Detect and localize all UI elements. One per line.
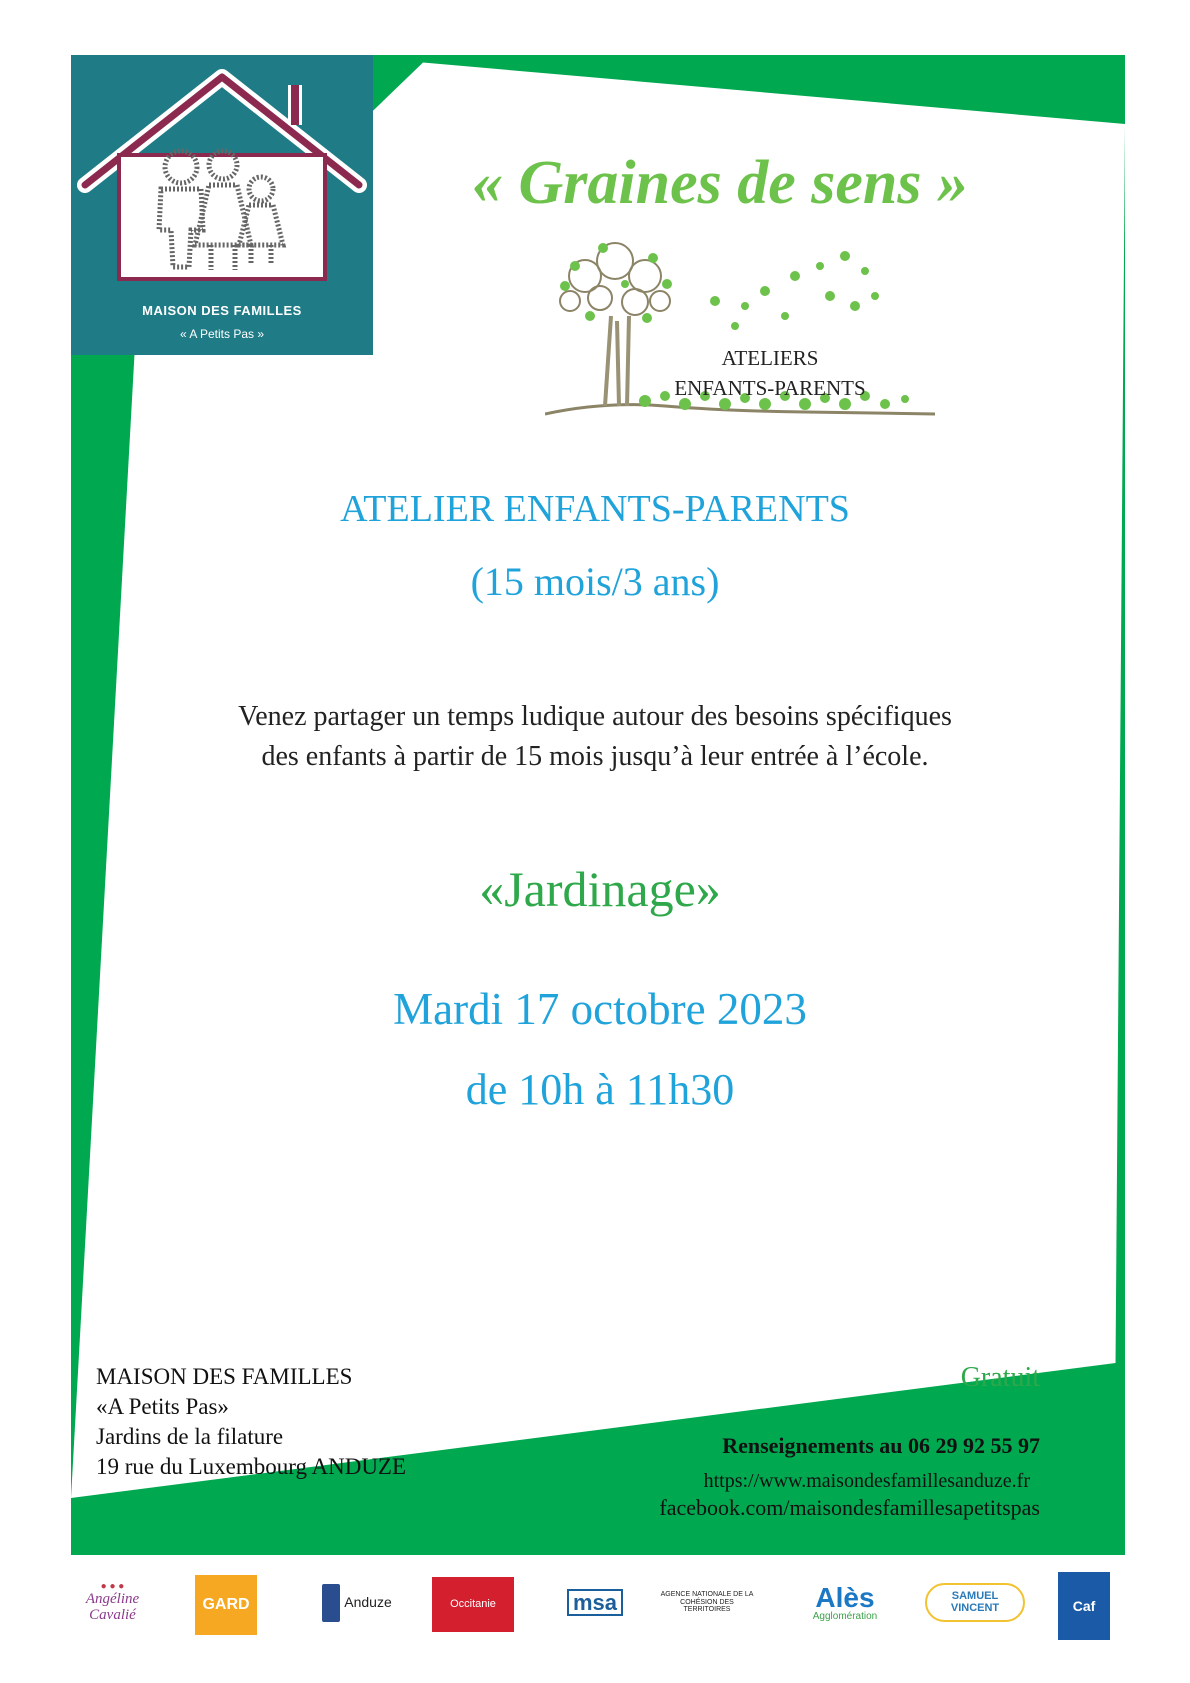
house-family-icon xyxy=(71,55,373,295)
description-line: des enfants à partir de 15 mois jusqu’à leur entrée à l’école. xyxy=(261,741,929,772)
msa-logo: msa xyxy=(555,1565,635,1640)
activity-title: «Jardinage» xyxy=(479,861,721,917)
description-line: Venez partager un temps ludique autour des besoins spécifiques xyxy=(238,701,952,732)
maison-des-familles-logo xyxy=(71,55,373,355)
tree-illustration xyxy=(545,236,935,436)
atelier-heading: ATELIER ENFANTS-PARENTS xyxy=(340,488,850,530)
age-range: (15 mois/3 ans) xyxy=(470,559,720,604)
logo-subtitle: « A Petits Pas » xyxy=(179,327,265,341)
gard-logo: GARD xyxy=(195,1575,257,1635)
address-block xyxy=(96,1362,496,1482)
description xyxy=(150,697,1040,777)
event-time: de 10h à 11h30 xyxy=(465,1065,735,1114)
occitanie-logo: Occitanie xyxy=(432,1577,514,1632)
caf-logo: Caf xyxy=(1058,1572,1110,1640)
illustration-label-1: ATELIERS xyxy=(721,346,819,370)
illustration-label-2: ENFANTS-PARENTS xyxy=(674,376,866,400)
logo-title: MAISON DES FAMILLES xyxy=(142,303,302,318)
website-link[interactable]: https://www.maisondesfamillesanduze.fr xyxy=(703,1470,1030,1492)
anduze-logo: Anduze xyxy=(312,1565,402,1640)
price-label: Gratuit xyxy=(960,1362,1040,1393)
facebook-link[interactable]: facebook.com/maisondesfamillesapetitspas xyxy=(659,1495,1040,1520)
address-line: Jardins de la filature xyxy=(96,1424,284,1449)
angeline-cavalie-logo: ● ● ● Angéline Cavalié xyxy=(85,1580,140,1623)
event-date: Mardi 17 octobre 2023 xyxy=(393,984,807,1034)
page-title: « Graines de sens » xyxy=(471,149,969,217)
ales-agglomeration-logo: Alès Agglomération xyxy=(812,1581,878,1622)
address-line: MAISON DES FAMILLES xyxy=(96,1364,353,1389)
address-line: «A Petits Pas» xyxy=(96,1394,229,1419)
phone-info: Renseignements au 06 29 92 55 97 xyxy=(722,1433,1040,1458)
anduze-shield-icon xyxy=(322,1584,340,1622)
samuel-vincent-logo: SAMUEL VINCENT xyxy=(925,1565,1025,1640)
anct-logo: AGENCE NATIONALE DE LA COHÉSION DES TERRITOIRES xyxy=(660,1591,754,1614)
address-line: 19 rue du Luxembourg ANDUZE xyxy=(96,1454,407,1479)
